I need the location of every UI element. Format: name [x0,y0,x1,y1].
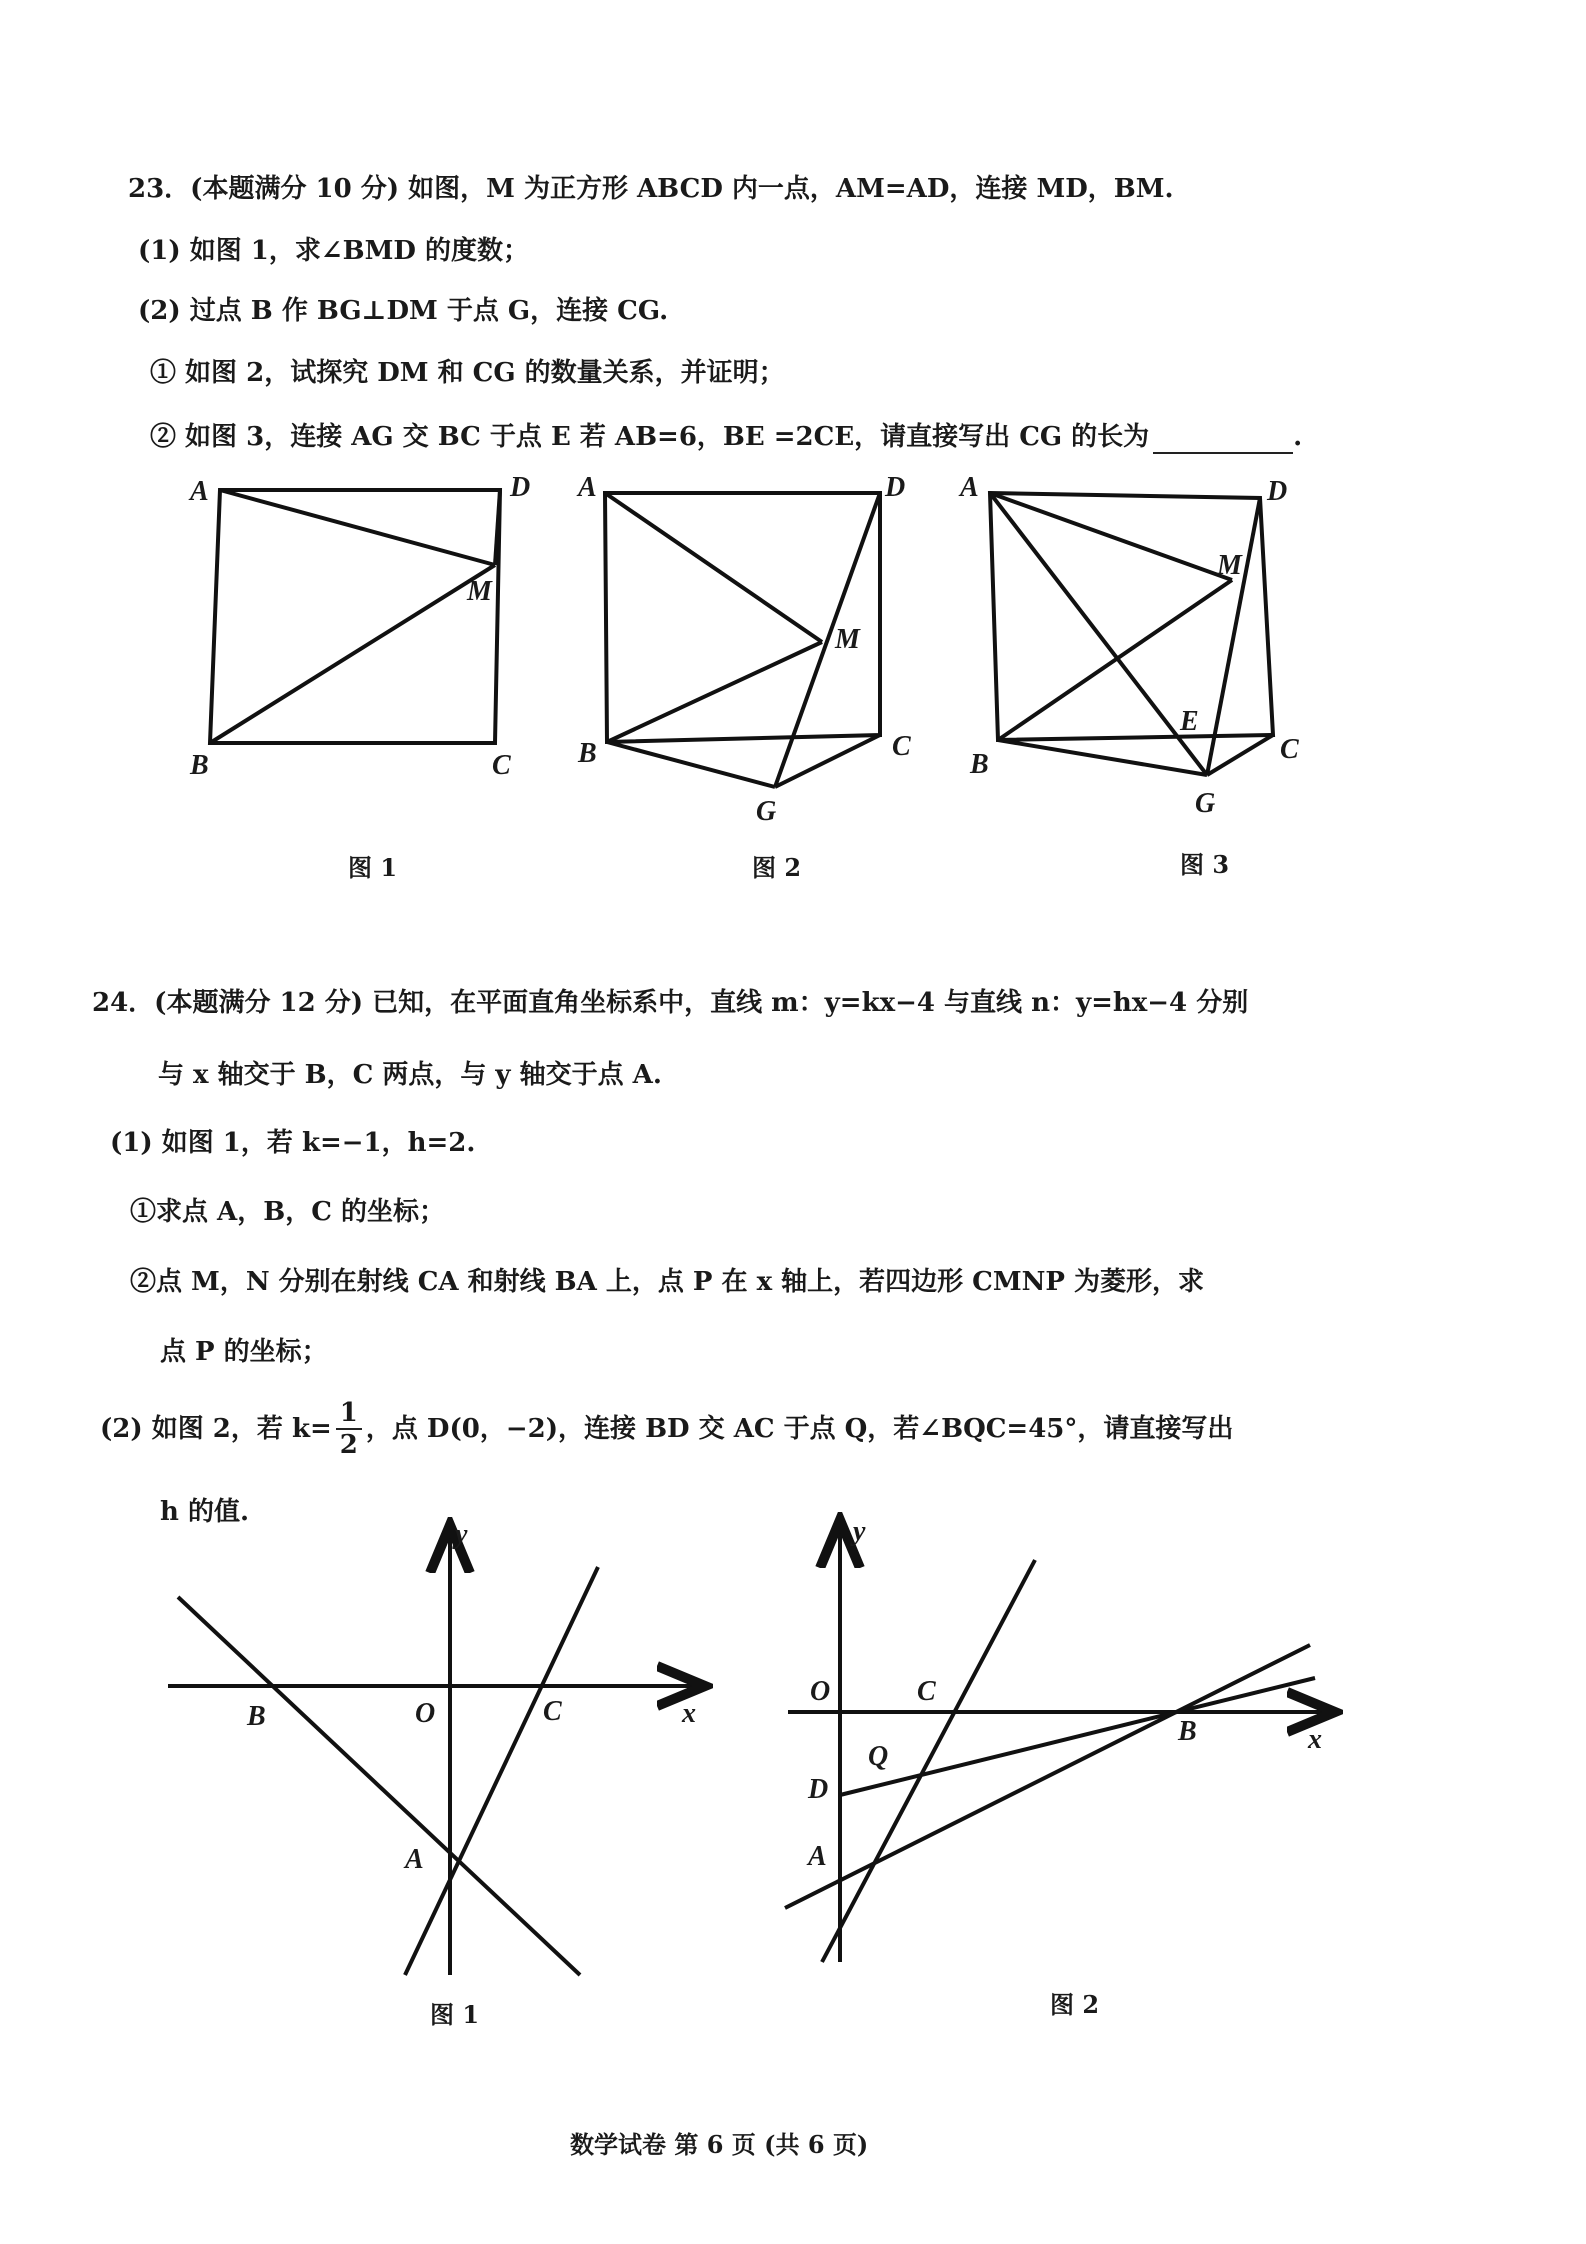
fig1-label-c: C [543,1696,562,1727]
fig2-label-c: C [917,1676,936,1707]
fig2-label-d: D [885,472,906,503]
q23-caption-1: 图 1 [348,853,398,882]
fig2-label-m: M [835,624,860,655]
q23-caption-2: 图 2 [752,853,802,882]
fraction-denominator: 2 [339,1430,358,1460]
q24-part1-2b: 点 P 的坐标； [160,1337,328,1367]
q23-part2-2-end: . [1293,422,1303,452]
fig2-label-c: C [892,731,911,762]
fig1-label-b: B [190,750,209,781]
fig2-label-a: A [808,1841,827,1872]
fig2-label-x: x [1308,1724,1322,1755]
q24-part2-pre: (2) 如图 2，若 k= [100,1414,332,1444]
fig3-label-m: M [1217,550,1242,581]
q23-part2: (2) 过点 B 作 BG⊥DM 于点 G，连接 CG. [138,296,669,326]
fig1-label-d: D [510,472,531,503]
fraction-numerator: 1 [336,1398,362,1430]
fig2-label-g: G [756,796,777,827]
fig1-label-c: C [492,750,511,781]
q23-part1: (1) 如图 1，求∠BMD 的度数； [138,236,530,266]
fig2-label-y: y [853,1516,866,1547]
fig2-label-q: Q [868,1741,889,1772]
page-footer: 数学试卷 第 6 页 (共 6 页) [570,2130,869,2159]
q24-part1: (1) 如图 1，若 k=−1，h=2. [110,1128,476,1158]
q23-part2-2: ② 如图 3，连接 AG 交 BC 于点 E 若 AB=6，BE =2CE，请直接写出 CG 的长为 [150,422,1150,452]
q24-title-2: 与 x 轴交于 B，C 两点，与 y 轴交于点 A. [158,1060,662,1090]
q24-part2-post: ，点 D(0，−2)，连接 BD 交 AC 于点 Q，若∠BQC=45°，请直接写出 [365,1414,1234,1444]
fig1-label-m: M [467,576,492,607]
q24-part1-2: ②点 M，N 分别在射线 CA 和射线 BA 上，点 P 在 x 轴上，若四边形 CMNP 为菱形，求 [130,1267,1205,1297]
q23-caption-3: 图 3 [1180,850,1230,879]
fig1-label-a: A [190,476,209,507]
q24-fig1 [168,1525,705,1975]
fig2-label-a: A [578,472,597,503]
fig2-label-b: B [578,738,597,769]
fig2-label-b: B [1178,1716,1197,1747]
fig3-label-a: A [960,472,979,503]
fig3-label-g: G [1195,788,1216,819]
q24-part2b: h 的值. [160,1497,250,1527]
fig2-label-o: O [810,1676,831,1707]
fig3-label-d: D [1267,476,1288,507]
fig3-label-c: C [1280,734,1299,765]
q23-part2-1: ① 如图 2，试探究 DM 和 CG 的数量关系，并证明； [150,358,785,388]
fig3-label-e: E [1180,706,1199,737]
fig1-label-y: y [455,1519,468,1550]
fig1-label-o: O [415,1698,436,1729]
fig1-label-b: B [247,1701,266,1732]
q23-title: 23．(本题满分 10 分) 如图，M 为正方形 ABCD 内一点，AM=AD，连接 MD，BM. [128,174,1174,204]
q24-caption-2: 图 2 [1050,1990,1100,2019]
fig2-label-d: D [808,1774,829,1805]
fig1-label-x: x [682,1698,696,1729]
fig1-label-a: A [405,1844,424,1875]
q24-part1-1: ①求点 A，B，C 的坐标； [130,1197,445,1227]
q24-caption-1: 图 1 [430,2000,480,2029]
fig3-label-b: B [970,749,989,780]
q24-title: 24．(本题满分 12 分) 已知，在平面直角坐标系中，直线 m：y=kx−4 与直线 n：y=hx−4 分别 [92,988,1249,1018]
